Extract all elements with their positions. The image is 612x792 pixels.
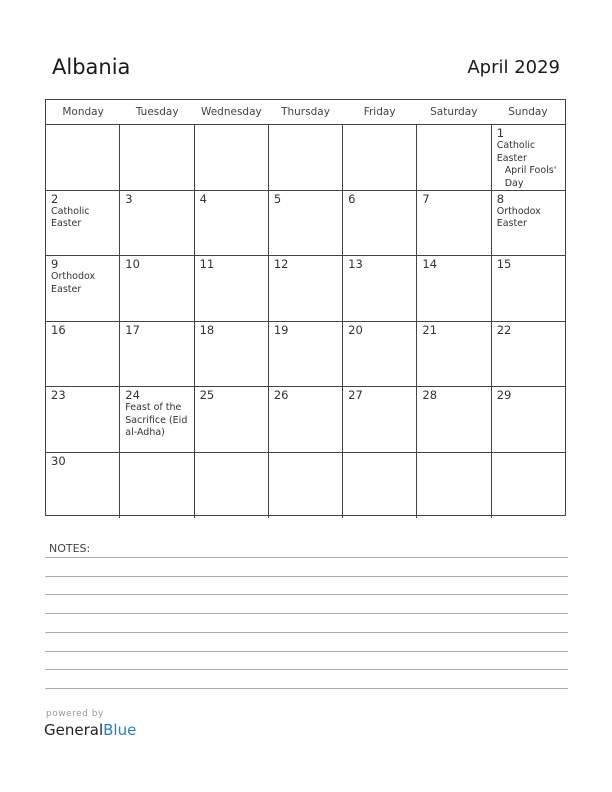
weekday-tuesday: Tuesday — [135, 106, 179, 118]
day-cell — [269, 387, 343, 452]
day-number: 3 — [125, 191, 133, 206]
day-number: 15 — [496, 257, 512, 271]
generalblue-logo[interactable] — [44, 721, 136, 739]
calendar-week — [46, 256, 565, 322]
day-cell — [343, 125, 417, 190]
day-number: 10 — [125, 257, 140, 271]
day-cell — [492, 387, 565, 452]
calendar-week — [46, 322, 565, 388]
day-number: 21 — [422, 322, 438, 337]
day-cell — [195, 191, 269, 256]
calendar-weeks — [46, 125, 565, 518]
day-cell — [46, 191, 120, 256]
day-cell — [343, 453, 417, 519]
day-cell — [343, 322, 417, 387]
day-cell — [120, 191, 194, 256]
brand-blue: Blue — [103, 721, 137, 739]
day-number: 17 — [125, 322, 140, 337]
day-cell — [195, 256, 269, 321]
day-number: 25 — [199, 388, 215, 402]
day-cell — [492, 453, 565, 519]
day-cell — [269, 125, 343, 190]
country-title: Albania — [52, 55, 131, 79]
day-cell — [492, 125, 565, 190]
calendar-grid — [45, 99, 566, 516]
day-cell — [195, 125, 269, 190]
day-cell — [120, 387, 194, 452]
day-number: 1 — [496, 126, 505, 140]
month-title: April 2029 — [467, 57, 560, 78]
weekday-monday: Monday — [62, 106, 104, 118]
day-number: 4 — [199, 191, 207, 206]
day-cell — [120, 256, 194, 321]
day-number: 16 — [51, 322, 66, 337]
day-number: 2 — [51, 191, 59, 206]
holiday-label: Orthodox Easter — [51, 271, 96, 295]
day-cell — [195, 453, 269, 519]
note-line — [45, 557, 568, 558]
day-cell — [343, 387, 417, 452]
day-cell — [46, 322, 120, 387]
day-cell — [120, 322, 194, 387]
day-cell — [195, 322, 269, 387]
day-cell — [46, 387, 120, 452]
day-number: 24 — [125, 388, 140, 402]
holiday-label: Catholic Easter — [51, 205, 90, 229]
day-number: 11 — [199, 257, 215, 271]
day-number: 20 — [348, 322, 363, 337]
day-cell — [417, 387, 491, 452]
weekday-friday: Friday — [363, 106, 396, 118]
holiday-label: April Fools' Day — [504, 165, 557, 189]
weekday-thursday: Thursday — [281, 106, 330, 118]
day-number: 8 — [496, 191, 505, 206]
day-cell — [417, 191, 491, 256]
powered-by-text: powered by — [46, 709, 104, 719]
day-cell — [46, 453, 120, 519]
day-cell — [492, 256, 565, 321]
day-cell — [46, 125, 120, 190]
weekday-wednesday: Wednesday — [200, 106, 262, 118]
day-cell — [269, 322, 343, 387]
day-number: 19 — [273, 322, 289, 337]
day-cell — [343, 191, 417, 256]
calendar-week — [46, 125, 565, 191]
calendar-week — [46, 191, 565, 257]
day-number: 29 — [496, 388, 512, 402]
day-cell — [417, 125, 491, 190]
day-number: 12 — [273, 257, 289, 271]
day-number: 23 — [51, 388, 66, 402]
day-cell — [417, 453, 491, 519]
day-cell — [417, 322, 491, 387]
day-number: 28 — [422, 388, 438, 402]
day-number: 5 — [273, 191, 282, 206]
day-cell — [269, 256, 343, 321]
day-cell — [120, 125, 194, 190]
calendar-week — [46, 387, 565, 453]
holiday-label: Orthodox Easter — [496, 205, 541, 229]
day-cell — [343, 256, 417, 321]
day-number: 13 — [348, 257, 363, 271]
day-number: 9 — [51, 257, 59, 271]
weekday-sunday: Sunday — [508, 106, 548, 118]
day-cell — [417, 256, 491, 321]
note-line — [45, 688, 568, 689]
day-number: 27 — [348, 388, 363, 402]
day-number: 7 — [422, 191, 430, 206]
day-cell — [492, 322, 565, 387]
day-cell — [492, 191, 565, 256]
note-line — [45, 613, 568, 614]
day-cell — [269, 453, 343, 519]
day-cell — [120, 453, 194, 519]
note-line — [45, 594, 568, 595]
note-line — [45, 576, 568, 577]
day-number: 26 — [273, 388, 289, 402]
day-cell — [269, 191, 343, 256]
holiday-label: Catholic Easter — [496, 140, 536, 164]
day-number: 22 — [496, 322, 512, 337]
holiday-label: Feast of the Sacrifice (Eid al-Adha) — [125, 402, 188, 438]
note-line — [45, 651, 568, 652]
day-number: 6 — [348, 191, 356, 206]
day-number: 18 — [199, 322, 215, 337]
day-number: 30 — [51, 453, 66, 468]
weekday-saturday: Saturday — [430, 106, 478, 118]
note-line — [45, 669, 568, 670]
calendar-week — [46, 453, 565, 519]
weekday-header-row — [46, 100, 565, 125]
day-cell — [46, 256, 120, 321]
note-line — [45, 632, 568, 633]
day-number: 14 — [422, 257, 438, 271]
notes-label: NOTES: — [49, 542, 91, 555]
brand-general: General — [44, 721, 104, 739]
day-cell — [195, 387, 269, 452]
